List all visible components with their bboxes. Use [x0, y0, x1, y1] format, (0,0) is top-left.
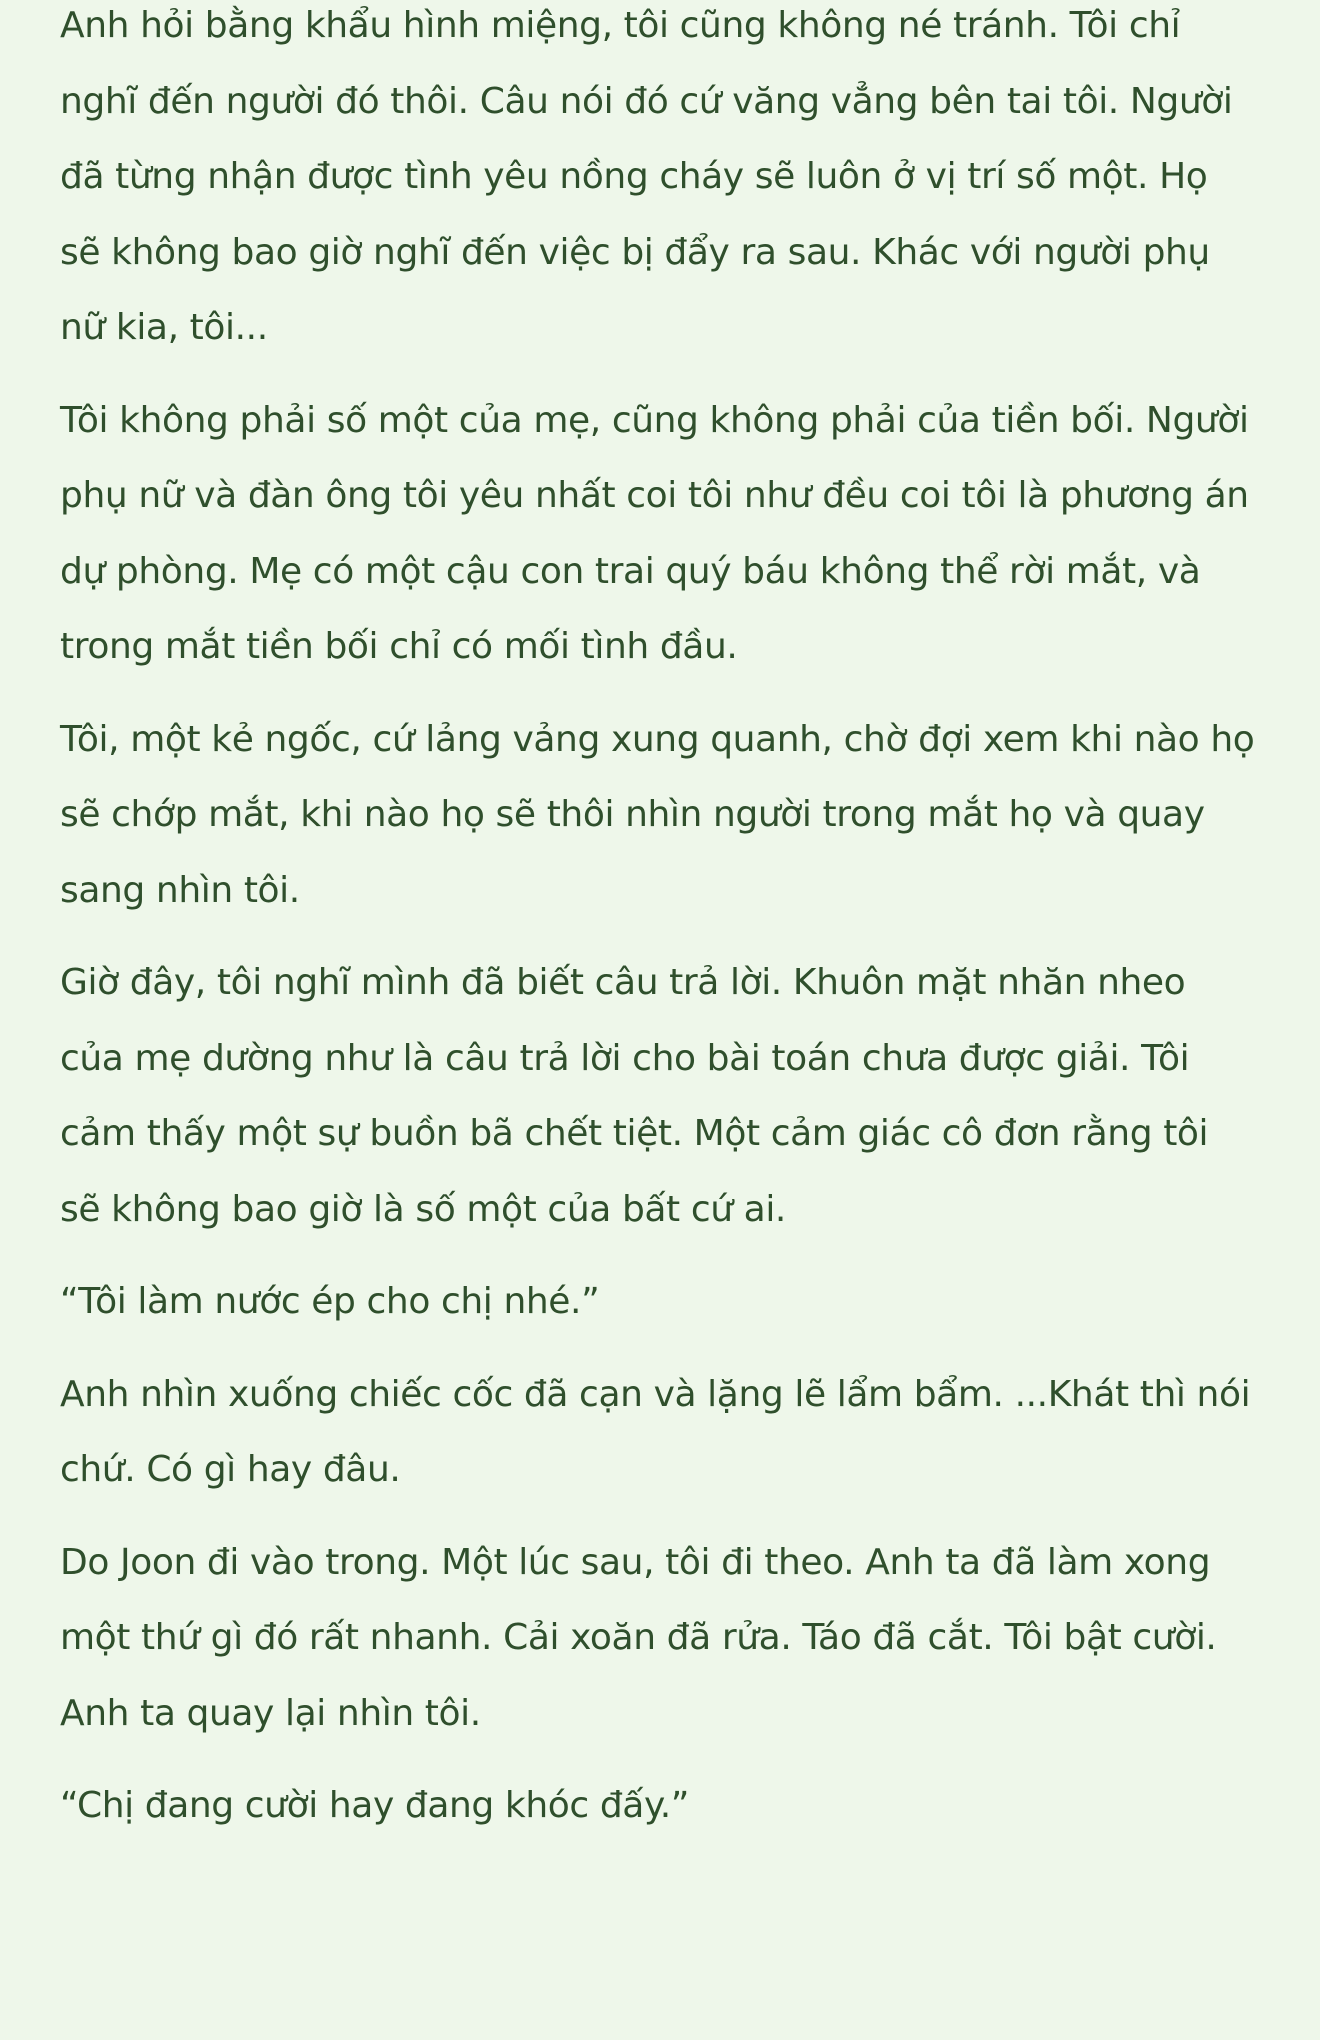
paragraph: Anh nhìn xuống chiếc cốc đã cạn và lặng lẽ lẩm bẩm. ...Khát thì nói chứ. Có gì hay đâu. [60, 1373, 1251, 1490]
paragraph: Do Joon đi vào trong. Một lúc sau, tôi đi theo. Anh ta đã làm xong một thứ gì đó rất nhanh. Cải xoăn đã rửa. Táo đã cắt. Tôi bật cười. Anh ta quay lại nhìn tôi. [60, 1541, 1217, 1734]
paragraph: Anh hỏi bằng khẩu hình miệng, tôi cũng không né tránh. Tôi chỉ nghĩ đến người đó thôi. Câu nói đó cứ văng vẳng bên tai tôi. Người đã từng nhận được tình yêu nồng cháy sẽ luôn ở vị trí số một. Họ sẽ không bao giờ nghĩ đến việc bị đẩy ra sau. Khác với người phụ nữ kia, tôi... [60, 5, 1233, 348]
paragraph: Giờ đây, tôi nghĩ mình đã biết câu trả lời. Khuôn mặt nhăn nheo của mẹ dường như là câu trả lời cho bài toán chưa được giải. Tôi cảm thấy một sự buồn bã chết tiệt. Một cảm giác cô đơn rằng tôi sẽ không bao giờ là số một của bất cứ ai. [60, 962, 1209, 1230]
paragraph: Tôi không phải số một của mẹ, cũng không phải của tiền bối. Người phụ nữ và đàn ông tôi yêu nhất coi tôi như đều coi tôi là phương án dự phòng. Mẹ có một cậu con trai quý báu không thể rời mắt, và trong mắt tiền bối chỉ có mối tình đầu. [60, 399, 1249, 667]
chapter-text [60, 0, 1258, 1844]
dialogue-line: “Chị đang cười hay đang khóc đấy.” [60, 1785, 690, 1826]
dialogue-line: “Tôi làm nước ép cho chị nhé.” [60, 1281, 600, 1322]
paragraph: Tôi, một kẻ ngốc, cứ lảng vảng xung quanh, chờ đợi xem khi nào họ sẽ chớp mắt, khi nào họ sẽ thôi nhìn người trong mắt họ và quay sang nhìn tôi. [60, 718, 1255, 911]
